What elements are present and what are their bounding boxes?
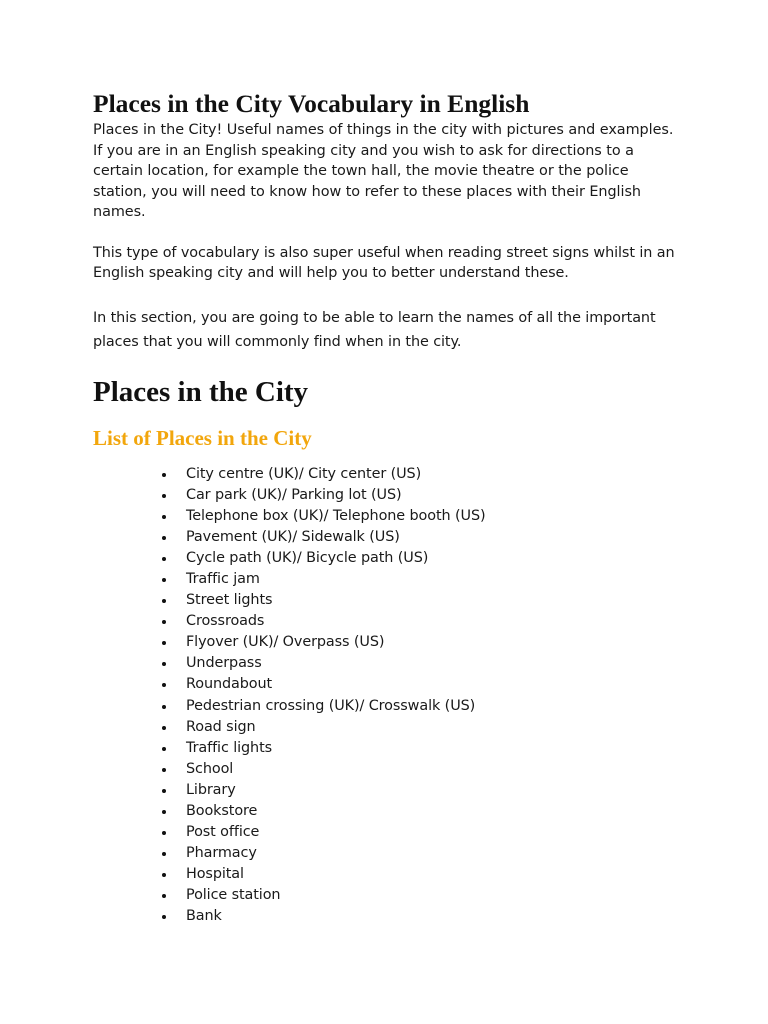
bullet-icon bbox=[162, 894, 166, 898]
list-item-label: Hospital bbox=[186, 866, 244, 883]
list-item-label: Post office bbox=[186, 824, 260, 841]
list-item-label: Telephone box (UK)/ Telephone booth (US) bbox=[186, 507, 486, 524]
list-item bbox=[93, 780, 683, 801]
list-item-label: Pedestrian crossing (UK)/ Crosswalk (US) bbox=[186, 697, 476, 714]
list-item-label: Cycle path (UK)/ Bicycle path (US) bbox=[186, 549, 429, 566]
list-item-label: Traffic jam bbox=[186, 570, 260, 587]
list-item-label: Road sign bbox=[186, 718, 256, 735]
bullet-icon bbox=[162, 768, 166, 772]
bullet-icon bbox=[162, 810, 166, 814]
list-item-label: School bbox=[186, 760, 234, 777]
bullet-icon bbox=[162, 578, 166, 582]
list-item-label: Underpass bbox=[186, 655, 262, 672]
list-item bbox=[93, 822, 683, 843]
places-list bbox=[93, 464, 683, 928]
list-item-label: Bookstore bbox=[186, 803, 258, 819]
list-item bbox=[93, 759, 683, 780]
list-item bbox=[93, 632, 683, 653]
list-item bbox=[93, 717, 683, 738]
intro-paragraph: Places in the City! Useful names of things in the city with pictures and examples. If you are in an English speaking city and you wish to ask for directions to a certain location, for example the town hall, the movie theatre or the police station, you will need to know how to refer to these places with their English names. bbox=[93, 122, 674, 220]
list-item bbox=[93, 906, 683, 927]
list-item bbox=[93, 738, 683, 759]
list-item bbox=[93, 864, 683, 885]
section-title: Places in the City bbox=[93, 375, 309, 408]
bullet-icon bbox=[162, 852, 166, 856]
list-item bbox=[93, 485, 683, 506]
list-item bbox=[93, 696, 683, 717]
bullet-icon bbox=[162, 915, 166, 919]
list-item bbox=[93, 548, 683, 569]
bullet-icon bbox=[162, 473, 166, 477]
list-item-label: Pavement (UK)/ Sidewalk (US) bbox=[186, 528, 400, 545]
list-item bbox=[93, 611, 683, 632]
list-item bbox=[93, 569, 683, 590]
list-item-label: Crossroads bbox=[186, 613, 265, 630]
list-title: List of Places in the City bbox=[93, 425, 312, 450]
list-item-label: Flyover (UK)/ Overpass (US) bbox=[186, 634, 385, 651]
list-item bbox=[93, 464, 683, 485]
list-item bbox=[93, 801, 683, 822]
section-intro-paragraph: In this section, you are going to be able to learn the names of all the important places that you will commonly find when in the city. bbox=[93, 309, 656, 350]
bullet-icon bbox=[162, 683, 166, 687]
list-item-label: Pharmacy bbox=[186, 845, 257, 862]
list-item-label: Police station bbox=[186, 887, 281, 904]
list-item bbox=[93, 653, 683, 674]
bullet-icon bbox=[162, 557, 166, 561]
document-page bbox=[93, 88, 683, 928]
list-item-label: Street lights bbox=[186, 592, 273, 609]
document-title: Places in the City Vocabulary in English bbox=[93, 89, 530, 118]
bullet-icon bbox=[162, 831, 166, 835]
list-item-label: Traffic lights bbox=[186, 739, 273, 756]
bullet-icon bbox=[162, 620, 166, 624]
list-item bbox=[93, 590, 683, 611]
bullet-icon bbox=[162, 705, 166, 709]
list-item bbox=[93, 843, 683, 864]
bullet-icon bbox=[162, 641, 166, 645]
list-item-label: City centre (UK)/ City center (US) bbox=[186, 465, 422, 482]
bullet-icon bbox=[162, 599, 166, 603]
bullet-icon bbox=[162, 873, 166, 877]
bullet-icon bbox=[162, 789, 166, 793]
list-item-label: Library bbox=[186, 781, 236, 798]
bullet-icon bbox=[162, 662, 166, 666]
bullet-icon bbox=[162, 747, 166, 751]
bullet-icon bbox=[162, 536, 166, 540]
list-item-label: Roundabout bbox=[186, 676, 273, 693]
list-item-label: Car park (UK)/ Parking lot (US) bbox=[186, 486, 402, 503]
bullet-icon bbox=[162, 515, 166, 519]
list-item bbox=[93, 674, 683, 695]
list-item bbox=[93, 527, 683, 548]
list-item bbox=[93, 506, 683, 527]
bullet-icon bbox=[162, 726, 166, 730]
list-item-label: Bank bbox=[186, 908, 222, 925]
street-signs-paragraph: This type of vocabulary is also super useful when reading street signs whilst in an English speaking city and will help you to better understand these. bbox=[93, 244, 675, 281]
list-item bbox=[93, 885, 683, 906]
bullet-icon bbox=[162, 494, 166, 498]
